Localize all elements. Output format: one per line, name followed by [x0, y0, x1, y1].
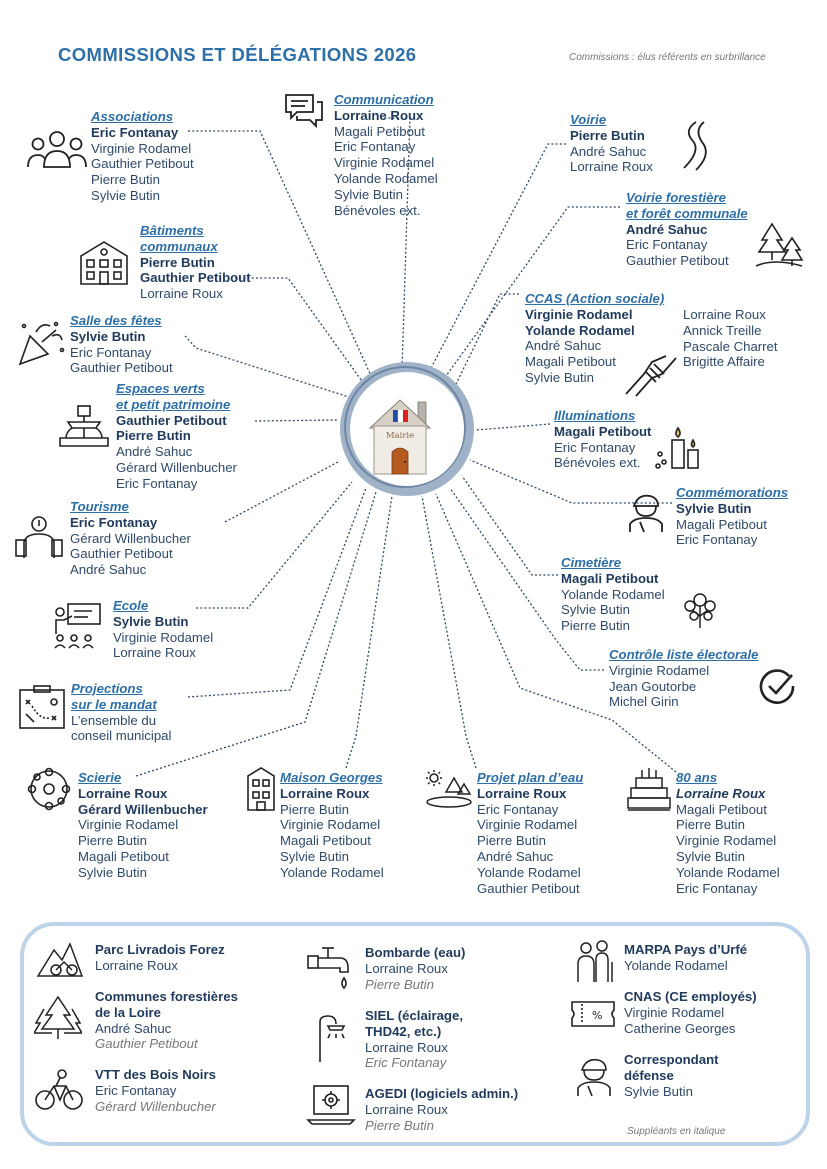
commission-title[interactable]: Associations: [91, 109, 174, 124]
network-icon: [26, 766, 72, 812]
cake-icon: [626, 766, 672, 812]
fountain-icon: [58, 402, 110, 448]
cyclist-mountain-icon: [36, 936, 84, 978]
commission-title[interactable]: Salle des fêtes: [70, 313, 162, 328]
commission-illuminations: Illuminations Magali Petibout Eric Fontanay Bénévoles ext.: [554, 408, 652, 471]
tourist-icon: [14, 514, 64, 560]
forest-icon: [754, 220, 804, 270]
commission-title[interactable]: Projections: [71, 681, 143, 696]
commission-title[interactable]: Espaces verts: [116, 381, 205, 396]
party-popper-icon: [16, 318, 66, 368]
delegation-siel: SIEL (éclairage, THD42, etc.) Lorraine Roux Eric Fontanay: [365, 1008, 463, 1071]
commission-salle-fetes: Salle des fêtes Sylvie Butin Eric Fontanay Gauthier Petibout: [70, 313, 173, 376]
delegation-parc: Parc Livradois Forez Lorraine Roux: [95, 942, 225, 973]
commission-title[interactable]: Scierie: [78, 770, 122, 785]
commission-associations: Associations Eric Fontanay Virginie Rodamel Gauthier Petibout Pierre Butin Sylvie Butin: [91, 109, 194, 203]
commission-voirie: Voirie Pierre Butin André Sahuc Lorraine Roux: [570, 112, 653, 175]
commission-title[interactable]: Communication: [334, 92, 434, 107]
delegation-vtt: VTT des Bois Noirs Eric Fontanay Gérard Willenbucher: [95, 1067, 216, 1114]
commission-80-ans: 80 ans Lorraine Roux Magali Petibout Pierre Butin Virginie Rodamel Sylvie Butin Yolande Rodamel Eric Fontanay: [676, 770, 780, 896]
commission-title[interactable]: Tourisme: [70, 499, 129, 514]
commission-ccas: CCAS (Action sociale) Virginie Rodamel Yolande Rodamel André Sahuc Magali Petibout Sylvie Butin: [525, 291, 665, 385]
hub-label: Mairie: [385, 431, 415, 441]
commission-projet-eau: Projet plan d’eau Lorraine Roux Eric Fontanay Virginie Rodamel Pierre Butin André Sahuc Yolande Rodamel Gauthier Petibout: [477, 770, 584, 896]
building-icon: [79, 238, 129, 286]
commission-title[interactable]: 80 ans: [676, 770, 718, 785]
page-subtitle: Commissions : élus référents en surbrillance: [569, 52, 766, 63]
classroom-icon: [52, 602, 102, 650]
ccas-members-col2: Lorraine Roux Annick Treille Pascale Charret Brigitte Affaire: [683, 307, 778, 370]
lake-icon: [424, 768, 474, 810]
commission-scierie: Scierie Lorraine Roux Gérard Willenbucher Virginie Rodamel Pierre Butin Magali Petibout Sylvie Butin: [78, 770, 208, 880]
commission-maison-georges: Maison Georges Lorraine Roux Pierre Butin Virginie Rodamel Magali Petibout Sylvie Butin Yolande Rodamel: [280, 770, 384, 880]
page-title: COMMISSIONS ET DÉLÉGATIONS 2026: [58, 44, 417, 65]
pine-trees-icon: [34, 995, 82, 1041]
commission-title[interactable]: Bâtiments: [140, 223, 204, 238]
commission-title[interactable]: Cimetière: [561, 555, 622, 570]
commission-projections: Projections sur le mandat L’ensemble du conseil municipal: [71, 681, 172, 744]
commission-title[interactable]: Maison Georges: [280, 770, 383, 785]
checkmark-icon: [759, 668, 797, 706]
shower-icon: [310, 1012, 356, 1064]
delegation-bombarde: Bombarde (eau) Lorraine Roux Pierre Butin: [365, 945, 466, 992]
planning-board-icon: [18, 684, 66, 730]
candles-icon: [654, 420, 704, 472]
commission-cimetiere: Cimetière Magali Petibout Yolande Rodamel Sylvie Butin Pierre Butin: [561, 555, 665, 634]
elderly-couple-icon: [574, 938, 614, 984]
salute-icon: [574, 1056, 614, 1098]
commission-ecole: Ecole Sylvie Butin Virginie Rodamel Lorraine Roux: [113, 598, 214, 661]
delegation-agedi: AGEDI (logiciels admin.) Lorraine Roux Pierre Butin: [365, 1086, 519, 1133]
ticket-icon: [570, 1000, 616, 1028]
laptop-gear-icon: [306, 1082, 356, 1128]
handshake-icon: [622, 352, 682, 398]
people-icon: [26, 129, 88, 171]
delegation-cnas: CNAS (CE employés) Virginie Rodamel Catherine Georges: [624, 989, 757, 1036]
commission-title[interactable]: Voirie: [570, 112, 607, 127]
road-icon: [674, 120, 714, 172]
commission-title[interactable]: Commémorations: [676, 485, 789, 500]
commission-communication: Communication Lorraine Roux Magali Petibout Eric Fontanay Virginie Rodamel Yolande Rodamel Sylvie Butin Bénévoles ext.: [334, 92, 438, 218]
commission-batiments: Bâtiments communaux Pierre Butin Gauthier Petibout Lorraine Roux: [140, 223, 251, 302]
chat-icon: [283, 92, 325, 130]
commission-title[interactable]: Ecole: [113, 598, 149, 613]
house-icon: [364, 394, 436, 478]
tree-icon: [680, 586, 720, 630]
commission-title[interactable]: Illuminations: [554, 408, 636, 423]
commission-title[interactable]: Projet plan d’eau: [477, 770, 584, 785]
commission-title[interactable]: Voirie forestière: [626, 190, 726, 205]
commission-controle: Contrôle liste électorale Virginie Rodamel Jean Goutorbe Michel Girin: [609, 647, 759, 710]
delegation-communes-forestieres: Communes forestières de la Loire André Sahuc Gauthier Petibout: [95, 989, 238, 1052]
tap-icon: [306, 942, 356, 992]
delegation-correspondant: Correspondant défense Sylvie Butin: [624, 1052, 719, 1099]
commission-title[interactable]: Contrôle liste électorale: [609, 647, 759, 662]
commission-espaces-verts: Espaces verts et petit patrimoine Gauthier Petibout Pierre Butin André Sahuc Gérard Willenbucher Eric Fontanay: [116, 381, 237, 491]
house-tall-icon: [246, 766, 276, 812]
commission-tourisme: Tourisme Eric Fontanay Gérard Willenbucher Gauthier Petibout André Sahuc: [70, 499, 191, 578]
commission-voirie-forestiere: Voirie forestière et forêt communale André Sahuc Eric Fontanay Gauthier Petibout: [626, 190, 748, 269]
soldier-icon: [626, 492, 666, 534]
commission-title[interactable]: CCAS (Action sociale): [525, 291, 665, 306]
svg-text:%: %: [592, 1009, 603, 1022]
delegation-marpa: MARPA Pays d’Urfé Yolande Rodamel: [624, 942, 748, 973]
footnote: Suppléants en italique: [627, 1126, 726, 1137]
commission-commemorations: Commémorations Sylvie Butin Magali Petibout Eric Fontanay: [676, 485, 789, 548]
bike-icon: [34, 1066, 84, 1112]
